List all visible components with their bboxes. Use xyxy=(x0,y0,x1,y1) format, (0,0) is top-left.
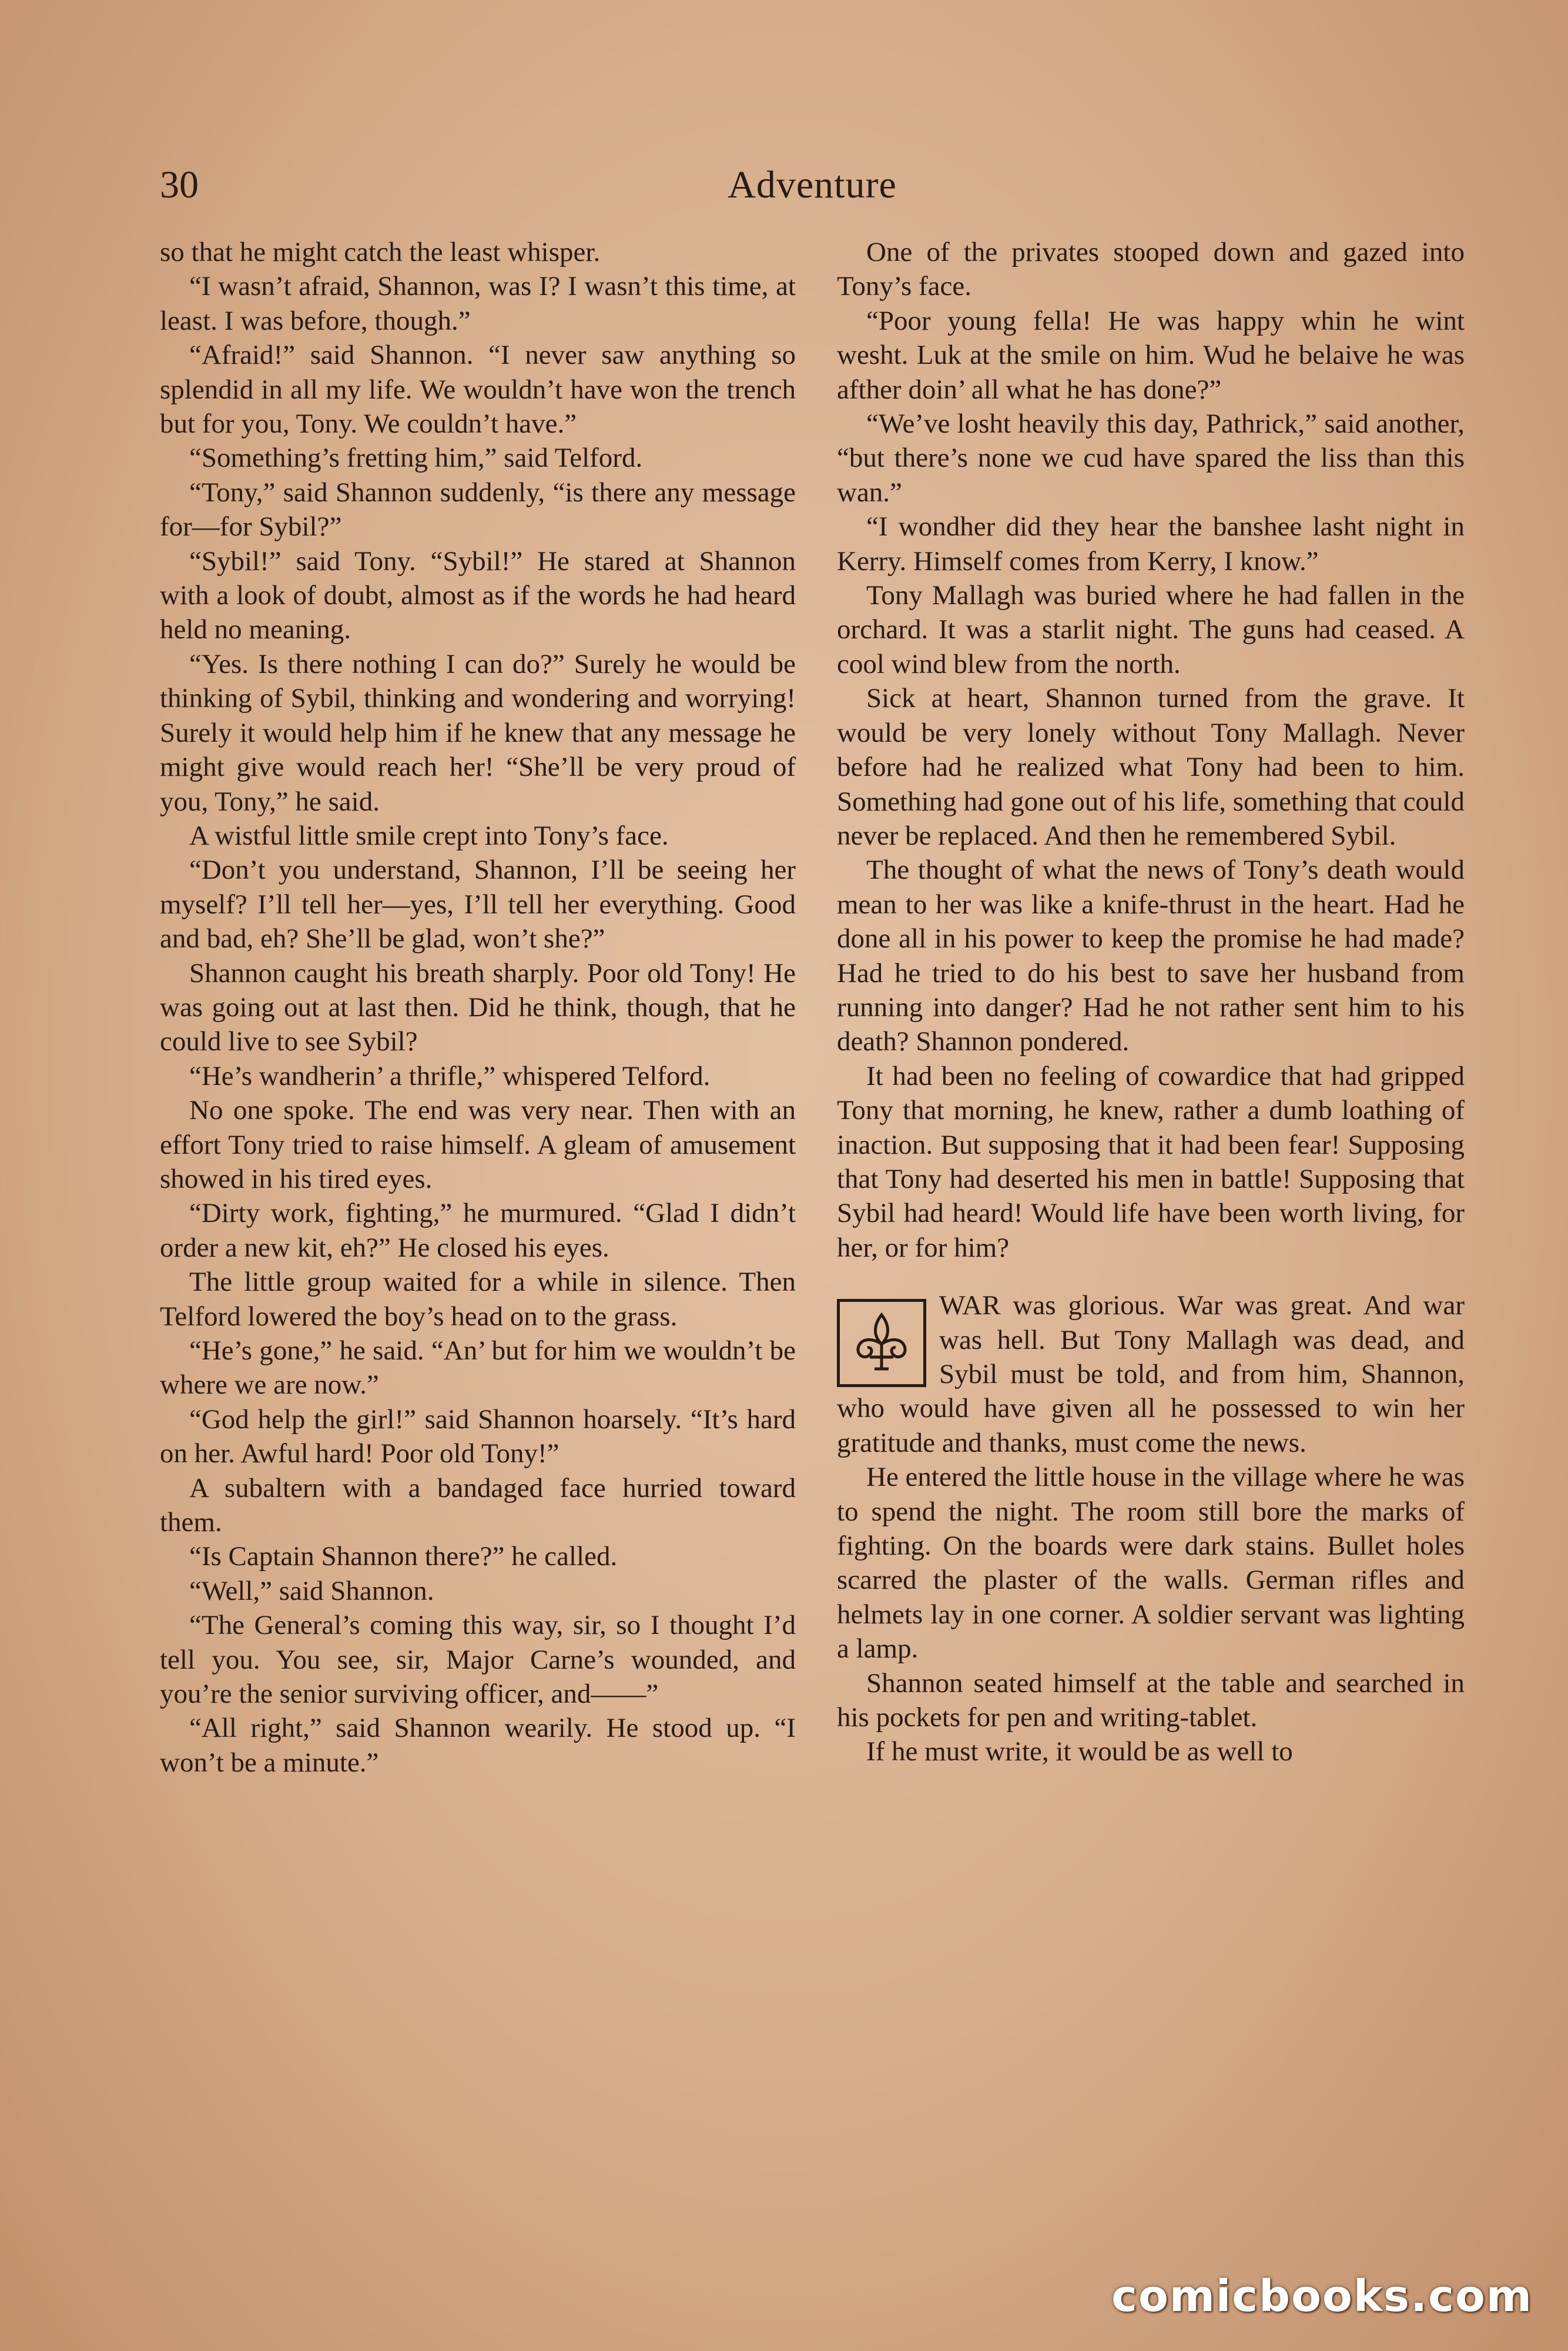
running-title: Adventure xyxy=(728,163,897,206)
paragraph: “Dirty work, fighting,” he murmured. “Glad I didn’t order a new kit, eh?” He closed his eyes. xyxy=(160,1198,796,1263)
paragraph: No one spoke. The end was very near. Then with an effort Tony tried to raise himself. A gleam of amusement showed in his tired eyes. xyxy=(160,1095,796,1194)
right-column xyxy=(837,235,1465,1769)
paragraph: “Yes. Is there nothing I can do?” Surely he would be thinking of Sybil, thinking and wondering and worrying! Surely it would help him if he knew that any message he might give would reach her! “She’ll be very proud of you, Tony,” he said. xyxy=(160,648,796,817)
paragraph: “God help the girl!” said Shannon hoarsely. “It’s hard on her. Awful hard! Poor old Tony!” xyxy=(160,1404,796,1469)
paragraph: Shannon caught his breath sharply. Poor old Tony! He was going out at last then. Did he think, though, that he could live to see Sybil? xyxy=(160,957,796,1057)
section-opening-paragraph: WAR was glorious. War was great. And war was hell. But Tony Mallagh was dead, and Sybil must be told, and from him, Shannon, who would have given all he possessed to win her gratitude and thanks, must come the news. xyxy=(837,1290,1465,1458)
paragraph: “Is Captain Shannon there?” he called. xyxy=(189,1541,618,1572)
paragraph: One of the privates stooped down and gazed into Tony’s face. xyxy=(837,237,1465,302)
page-number: 30 xyxy=(160,163,199,206)
paragraph: “Tony,” said Shannon suddenly, “is there any message for—for Sybil?” xyxy=(160,477,796,542)
paragraph: “Don’t you understand, Shannon, I’ll be seeing her myself? I’ll tell her—yes, I’ll tell her everything. Good and bad, eh? She’ll be glad, won’t she?” xyxy=(160,855,796,955)
paragraph: “I wondher did they hear the banshee lasht night in Kerry. Himself comes from Kerry, I know.” xyxy=(837,511,1465,577)
paragraph: If he must write, it would be as well to xyxy=(866,1736,1293,1767)
fleur-de-lis-icon xyxy=(837,1299,926,1387)
section-break xyxy=(837,1288,1465,1460)
paragraph: Sick at heart, Shannon turned from the grave. It would be very lonely without Tony Mallagh. Never before had he realized what Tony had been to him. Something had gone out of his life, something that could never be replaced. And then he remembered Sybil. xyxy=(837,683,1465,851)
paragraph: “Afraid!” said Shannon. “I never saw anything so splendid in all my life. We wouldn’t have won the trench but for you, Tony. We couldn’t have.” xyxy=(160,340,796,440)
watermark: comicbooks.com xyxy=(1111,2271,1533,2322)
paragraph: “The General’s coming this way, sir, so I thought I’d tell you. You see, sir, Major Carne’s wounded, and you’re the senior surviving officer, and——” xyxy=(160,1610,796,1710)
paragraph: “He’s gone,” he said. “An’ but for him we wouldn’t be where we are now.” xyxy=(160,1335,796,1401)
paragraph: “Poor young fella! He was happy whin he wint wesht. Luk at the smile on him. Wud he belaive he was afther doin’ all what he has done?” xyxy=(837,305,1465,405)
paragraph: The little group waited for a while in silence. Then Telford lowered the boy’s head on to the grass. xyxy=(160,1267,796,1332)
paragraph: “All right,” said Shannon wearily. He stood up. “I won’t be a minute.” xyxy=(160,1713,796,1778)
paragraph: so that he might catch the least whisper. xyxy=(160,237,601,267)
paragraph: “He’s wandherin’ a thrifle,” whispered Telford. xyxy=(189,1060,711,1091)
paragraph: The thought of what the news of Tony’s death would mean to her was like a knife-thrust in the heart. Had he done all in his power to keep the promise he had made? Had he tried to do his best to save her husband from running into danger? Had he not rather sent him to his death? Shannon pondered. xyxy=(837,855,1465,1057)
paragraph: “I wasn’t afraid, Shannon, was I? I wasn’t this time, at least. I was before, though.” xyxy=(160,271,796,336)
paragraph: A wistful little smile crept into Tony’s face. xyxy=(189,820,669,851)
paragraph: It had been no feeling of cowardice that had gripped Tony that morning, he knew, rather a dumb loathing of inaction. But supposing that it had been fear! Supposing that Tony had deserted his men in battle! Supposing that Sybil had heard! Would life have been worth living, for her, or for him? xyxy=(837,1060,1465,1263)
paragraph: Shannon seated himself at the table and searched in his pockets for pen and writing-tablet. xyxy=(837,1667,1465,1733)
paragraph: He entered the little house in the village where he was to spend the night. The room still bore the marks of fighting. On the boards were dark stains. Bullet holes scarred the plaster of the walls. German rifles and helmets lay in one corner. A soldier servant was lighting a lamp. xyxy=(837,1462,1465,1665)
paragraph: “Sybil!” said Tony. “Sybil!” He stared at Shannon with a look of doubt, almost as if the words he had heard held no meaning. xyxy=(160,545,796,645)
left-column xyxy=(160,235,796,1780)
fleur-de-lis-icon-glyph xyxy=(846,1308,917,1378)
paragraph: A subaltern with a bandaged face hurried toward them. xyxy=(160,1472,796,1538)
paragraph: Tony Mallagh was buried where he had fallen in the orchard. It was a starlit night. The guns had ceased. A cool wind blew from the north. xyxy=(837,580,1465,679)
paragraph: “We’ve losht heavily this day, Pathrick,” said another, “but there’s none we cud have spared the liss than this wan.” xyxy=(837,408,1465,508)
running-header xyxy=(160,159,1465,223)
paragraph: “Well,” said Shannon. xyxy=(189,1575,434,1606)
paragraph: “Something’s fretting him,” said Telford. xyxy=(189,443,643,474)
